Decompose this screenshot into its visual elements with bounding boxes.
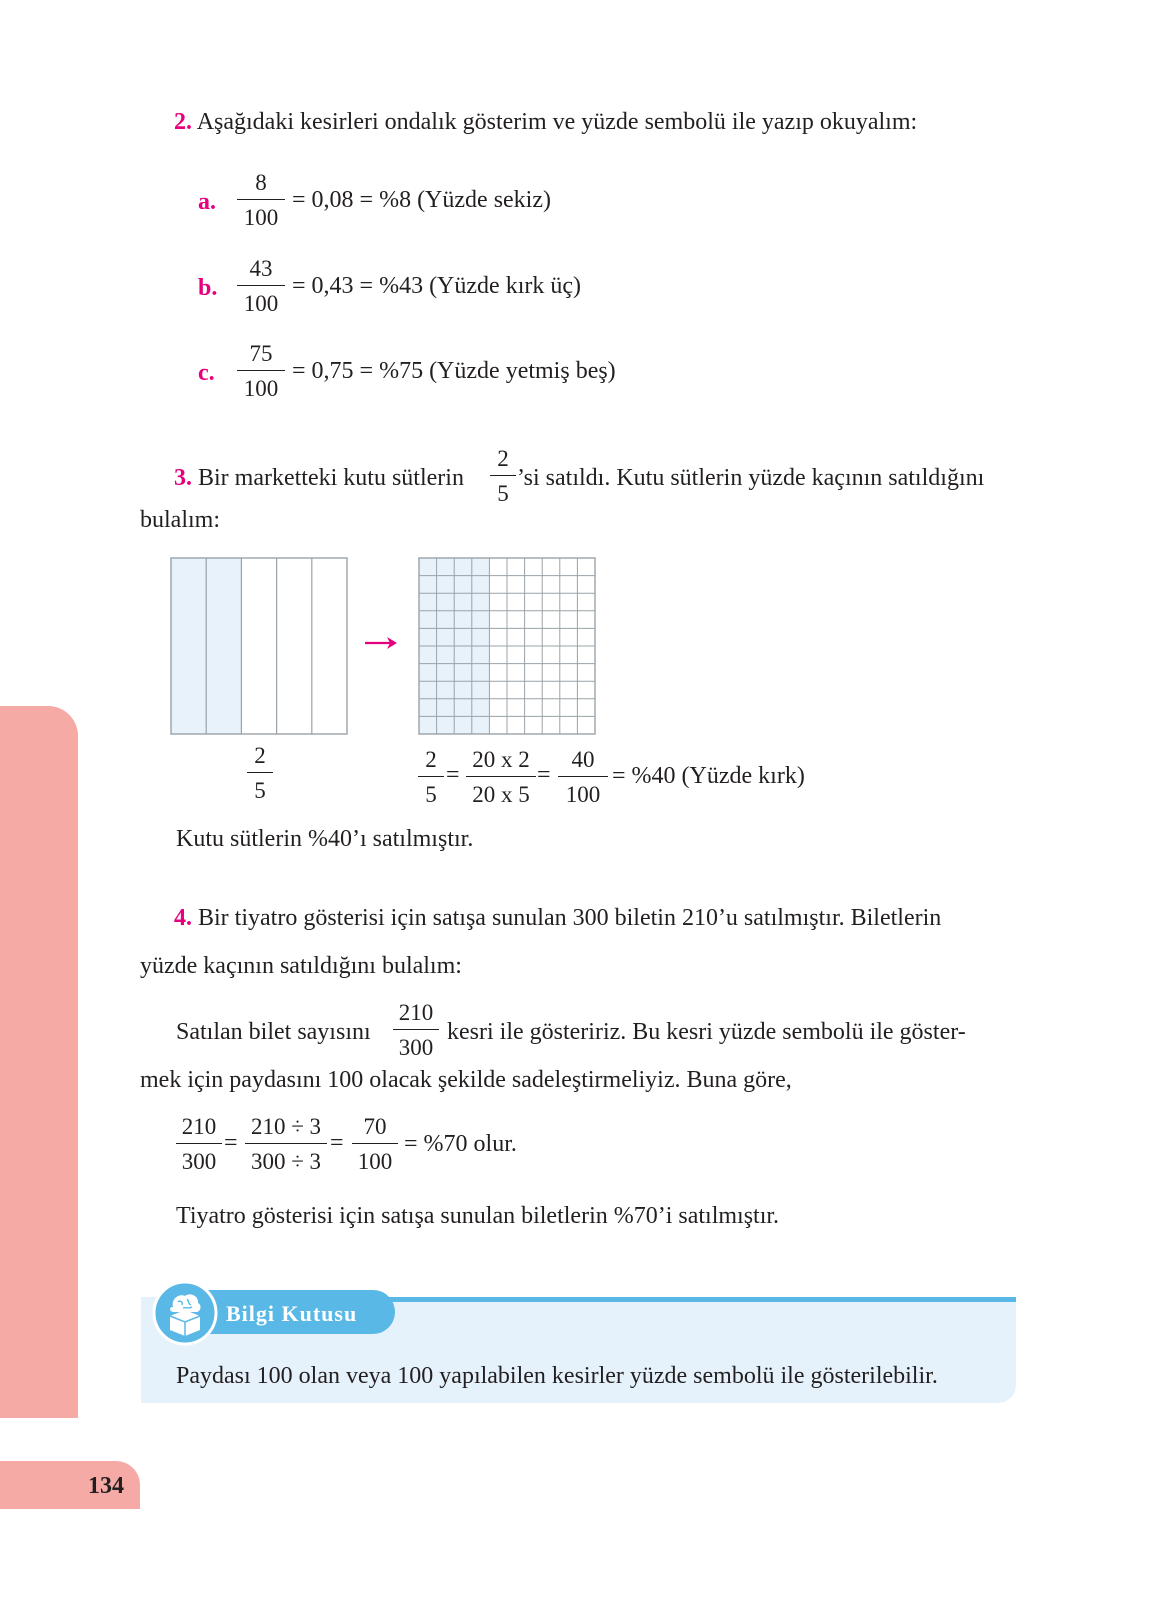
fraction-denominator: 5 [497, 481, 509, 506]
exercise-3-text-line2: bulalım: [140, 507, 220, 533]
exercise-2-text: Aşağıdaki kesirleri ondalık gösterim ve yüzde sembolü ile yazıp okuyalım: [196, 109, 918, 135]
fraction-numerator: 40 [558, 748, 608, 777]
fraction-denominator: 100 [243, 205, 279, 230]
fraction-numerator: 210 [176, 1115, 222, 1144]
brain-box-icon [152, 1280, 218, 1346]
fraction-denominator: 300 [398, 1035, 434, 1060]
strip-model [170, 557, 348, 735]
fraction-denominator: 300 ÷ 3 [250, 1149, 322, 1174]
fraction-denominator: 100 [243, 376, 279, 401]
exercise-2-number: 2. [174, 109, 192, 135]
exercise-4-paragraph-after: kesri ile gösteririz. Bu kesri yüzde sembolü ile göster- [447, 1019, 966, 1045]
fraction-numerator: 2 [418, 748, 444, 777]
fraction-numerator: 20 x 2 [466, 748, 536, 777]
arrow-right-icon [364, 633, 398, 653]
item-result: = 0,08 = %8 (Yüzde sekiz) [292, 187, 551, 213]
fraction-numerator: 43 [237, 257, 285, 286]
equals-sign: = [537, 762, 551, 788]
strip-part [312, 558, 347, 734]
exercise-4-paragraph-start: Satılan bilet sayısını [176, 1019, 371, 1045]
strip-part-shaded [171, 558, 206, 734]
exercise-3-text-before: Bir marketteki kutu sütlerin [198, 465, 464, 491]
fraction-numerator: 2 [490, 447, 516, 476]
fraction-denominator: 100 [357, 1149, 393, 1174]
item-label: a. [198, 189, 216, 215]
info-box-text: Paydası 100 olan veya 100 yapılabilen kesirler yüzde sembolü ile gösterilebilir. [176, 1363, 938, 1389]
fraction-denominator: 20 x 5 [472, 782, 530, 807]
item-label: b. [198, 275, 218, 301]
exercise-4-paragraph-line2: mek için paydasını 100 olacak şekilde sadeleştirmeliyiz. Buna göre, [140, 1067, 792, 1093]
side-bar-decoration [0, 706, 78, 1418]
item-label: c. [198, 360, 215, 386]
equation-fraction-3 [558, 748, 608, 806]
strip-part [277, 558, 312, 734]
fraction-numerator: 210 [393, 1001, 439, 1030]
fraction-denominator: 100 [565, 782, 601, 807]
info-box-top-line [300, 1297, 1016, 1302]
fraction-denominator: 300 [181, 1149, 217, 1174]
item-fraction [237, 342, 285, 400]
fraction-denominator: 5 [425, 782, 437, 807]
equation-result: = %40 (Yüzde kırk) [612, 763, 805, 789]
exercise-4-line1 [174, 906, 941, 930]
fraction-numerator: 210 ÷ 3 [245, 1115, 327, 1144]
hundred-grid-model [418, 557, 596, 735]
fraction-numerator: 75 [237, 342, 285, 371]
page-number: 134 [88, 1473, 124, 1499]
exercise-4-number: 4. [174, 905, 192, 931]
exercise-4-text: Bir tiyatro gösterisi için satışa sunulan 300 biletin 210’u satılmıştır. Biletlerin [198, 905, 942, 931]
exercise-4-line2: yüzde kaçının satıldığını bulalım: [140, 953, 462, 979]
item-fraction [237, 257, 285, 315]
exercise-3-conclusion: Kutu sütlerin %40’ı satılmıştır. [176, 826, 474, 852]
exercise-3-fraction [490, 447, 516, 505]
exercise-3-number: 3. [174, 465, 192, 491]
equation-fraction-2 [245, 1115, 327, 1173]
exercise-3-text-after: ’si satıldı. Kutu sütlerin yüzde kaçının satıldığını [517, 465, 985, 491]
exercise-4-conclusion: Tiyatro gösterisi için satışa sunulan biletlerin %70’i satılmıştır. [176, 1203, 780, 1229]
fraction-numerator: 70 [352, 1115, 398, 1144]
strip-fraction-label [247, 744, 273, 802]
item-result: = 0,43 = %43 (Yüzde kırk üç) [292, 273, 581, 299]
item-result: = 0,75 = %75 (Yüzde yetmiş beş) [292, 358, 616, 384]
equals-sign: = [224, 1130, 238, 1156]
fraction-numerator: 8 [237, 171, 285, 200]
fraction-denominator: 100 [243, 291, 279, 316]
exercise-4-fraction [393, 1001, 439, 1059]
item-fraction [237, 171, 285, 229]
strip-part [241, 558, 276, 734]
fraction-denominator: 5 [254, 778, 266, 803]
fraction-numerator: 2 [247, 744, 273, 773]
equation-result: = %70 olur. [404, 1131, 517, 1157]
strip-part-shaded [206, 558, 241, 734]
info-box-title: Bilgi Kutusu [226, 1301, 358, 1326]
equation-fraction-3 [352, 1115, 398, 1173]
exercise-2-heading [174, 110, 917, 134]
equation-fraction-1 [418, 748, 444, 806]
exercise-3-text-start [174, 466, 464, 490]
equation-fraction-2 [466, 748, 536, 806]
equation-fraction-1 [176, 1115, 222, 1173]
equals-sign: = [330, 1130, 344, 1156]
equals-sign: = [446, 762, 460, 788]
